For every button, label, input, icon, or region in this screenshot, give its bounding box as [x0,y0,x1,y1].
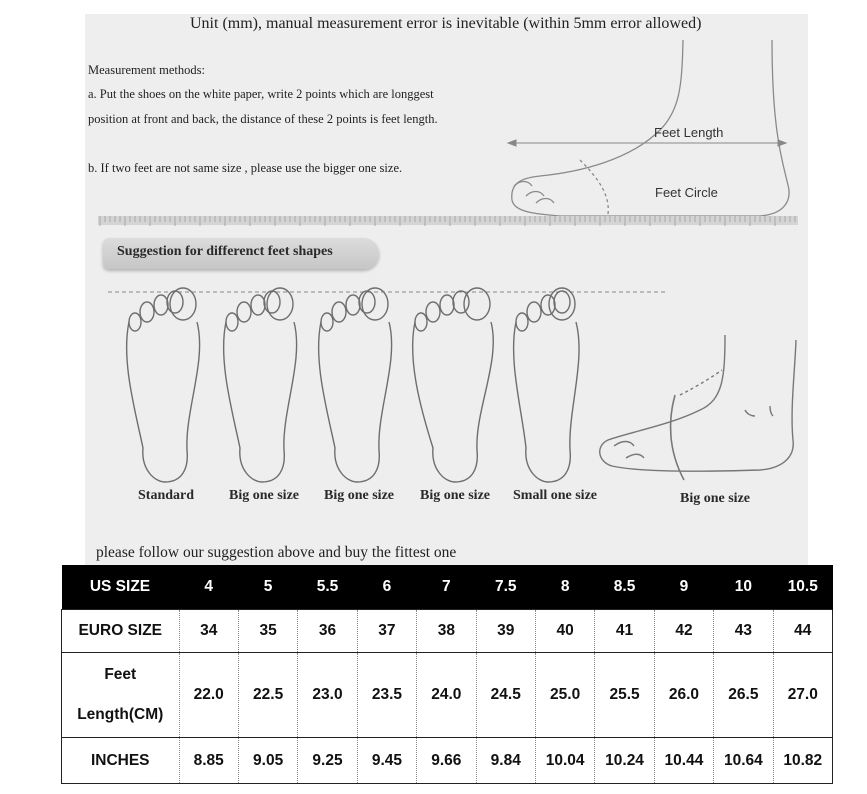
inches-cell: 10.44 [654,738,713,784]
feet-length-cell: 24.0 [417,653,476,738]
shape-label-standard: Standard [138,488,195,503]
euro-size-cell: 40 [535,610,594,653]
inches-cell: 9.05 [238,738,297,784]
method-a-line-2: position at front and back, the distance of these 2 points is feet length. [88,112,438,126]
foot-narrow [514,288,579,482]
euro-size-cell: 39 [476,610,535,653]
shape-label-wide-foot: Big one size [420,488,490,503]
shape-label-high-instep: Big one size [680,491,750,506]
inches-cell: 9.66 [417,738,476,784]
foot-bunion [224,288,297,482]
inches-cell: 9.25 [298,738,357,784]
inches-row [62,738,833,784]
euro-size-cell: 34 [179,610,238,653]
feet-circle-label: Feet Circle [655,185,718,200]
us-size-cell: 4 [179,565,238,610]
feet-length-cell: 25.0 [535,653,594,738]
us-size-cell: 8 [535,565,594,610]
feet-length-cell: 23.0 [298,653,357,738]
euro-size-cell: 37 [357,610,416,653]
foot-standard [127,288,200,482]
ruler [98,216,798,226]
foot-wide [413,288,494,482]
euro-size-label: EURO SIZE [62,610,180,653]
feet-length-row-label [62,653,180,738]
feet-length-label-line-1: Feet [104,666,137,683]
shape-label-bunion: Big one size [229,488,299,503]
inches-cell: 9.84 [476,738,535,784]
us-size-label: US SIZE [62,565,180,610]
methods-title: Measurement methods: [88,63,205,77]
inches-label: INCHES [62,738,180,784]
method-a-line-1: a. Put the shoes on the white paper, write 2 points which are longgest [88,87,434,101]
size-chart-table [61,565,833,784]
us-size-cell: 9 [654,565,713,610]
us-size-cell: 10 [714,565,773,610]
side-foot-shoe-illustration [600,335,796,480]
us-size-cell: 8.5 [595,565,654,610]
feet-length-cell: 23.5 [357,653,416,738]
suggestion-title: Suggestion for differenct feet shapes [117,244,333,259]
inches-cell: 8.85 [179,738,238,784]
us-size-cell: 7.5 [476,565,535,610]
euro-size-cell: 35 [238,610,297,653]
inches-cell: 10.24 [595,738,654,784]
euro-size-cell: 43 [714,610,773,653]
inches-cell: 9.45 [357,738,416,784]
us-size-cell: 5 [238,565,297,610]
foot-long-second-toe [319,288,392,482]
feet-length-cell: 24.5 [476,653,535,738]
suggestion-banner [103,238,379,269]
us-size-cell: 7 [417,565,476,610]
unit-note: Unit (mm), manual measurement error is inevitable (within 5mm error allowed) [190,15,702,32]
euro-size-cell: 44 [773,610,832,653]
feet-length-cell: 26.5 [714,653,773,738]
feet-length-row [62,653,833,738]
shape-label-long-second-toe: Big one size [324,488,394,503]
euro-size-cell: 41 [595,610,654,653]
inches-cell: 10.04 [535,738,594,784]
side-foot-illustration [512,40,789,216]
method-b-line: b. If two feet are not same size , please use the bigger one size. [88,161,403,175]
euro-size-row [62,610,833,653]
feet-length-cell: 26.0 [654,653,713,738]
inches-cell: 10.82 [773,738,832,784]
euro-size-cell: 36 [298,610,357,653]
us-size-cell: 6 [357,565,416,610]
euro-size-cell: 42 [654,610,713,653]
us-size-cell: 5.5 [298,565,357,610]
feet-length-cell: 25.5 [595,653,654,738]
us-size-cell: 10.5 [773,565,832,610]
shape-label-narrow-foot: Small one size [513,488,597,503]
feet-length-cell: 22.5 [238,653,297,738]
feet-length-label: Feet Length [654,125,724,140]
inches-cell: 10.64 [714,738,773,784]
feet-length-cell: 22.0 [179,653,238,738]
feet-length-label-line-2: Length(CM) [77,706,164,723]
euro-size-cell: 38 [417,610,476,653]
follow-suggestion-note: please follow our suggestion above and buy the fittest one [96,544,457,561]
us-size-row [62,565,833,610]
feet-length-cell: 27.0 [773,653,832,738]
